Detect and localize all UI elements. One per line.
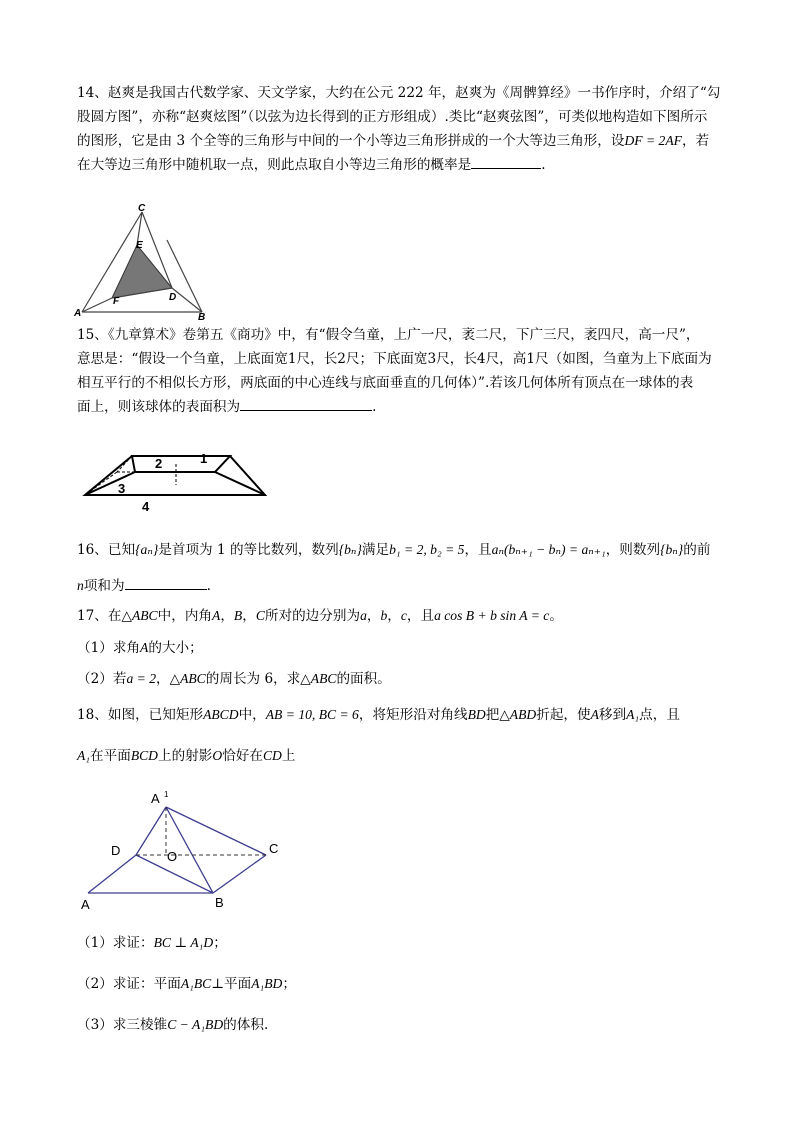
answer-blank[interactable]: [125, 575, 207, 590]
q17-line: 17、在△ABC中，内角A，B，C所对的边分别为a，b，c，且a cos B + b sin A = c。: [77, 608, 563, 624]
label-O: O: [167, 849, 178, 864]
label-F: F: [113, 296, 120, 307]
q14-figure-triangle: [72, 200, 222, 323]
dim-label-2: 2: [155, 456, 163, 471]
question-15: [77, 323, 727, 419]
label-E: E: [136, 240, 143, 251]
label-D: D: [111, 843, 121, 858]
answer-blank[interactable]: [471, 154, 541, 169]
q14-line: 14、赵爽是我国古代数学家、天文学家，大约在公元 222 年，赵爽为《周髀算经》一书作序时，介绍了“勾: [77, 85, 721, 101]
label-C: C: [269, 841, 279, 856]
math-expr: {aₙ}: [135, 542, 159, 557]
label-D: D: [169, 292, 177, 303]
question-17-part1: （1）求角A的大小；: [77, 640, 203, 656]
question-17-part2: （2）若a = 2，△ABC的周长为 6，求△ABC的面积。: [77, 671, 391, 687]
q18-figure-folded-rectangle: [78, 785, 298, 915]
math-expr: aₙ(bₙ₊₁ − bₙ) = aₙ₊₁: [491, 542, 606, 557]
q14-line: 在大等边三角形中随机取一点，则此点取自小等边三角形的概率是 .: [77, 153, 727, 177]
q15-line: 相互平行的不相似长方形，两底面的中心连线与底面垂直的几何体）”.若该几何体所有顶点在一球体的表: [77, 375, 694, 391]
question-16: [77, 538, 727, 562]
dim-label-3: 3: [118, 481, 126, 496]
q14-line: 股圆方图”，亦称“赵爽炫图”（以弦为边长得到的正方形组成）.类比“赵爽弦图”，可类似地构造如下图所示: [77, 109, 708, 125]
question-18: [77, 703, 727, 727]
math-expr: b₁ = 2, b₂ = 5: [389, 542, 465, 557]
question-16-cont: [77, 574, 727, 598]
math-expr: AB = 10, BC = 6: [265, 707, 359, 722]
q15-figure-frustum: [80, 440, 280, 512]
question-18-cont: A₁在平面BCD上的射影O恰好在CD上: [77, 748, 296, 764]
label-B: B: [198, 312, 206, 323]
question-17: [77, 604, 727, 628]
label-A: A: [81, 897, 90, 912]
question-18-part2: （2）求证：平面A₁BC⊥平面A₁BD；: [77, 976, 296, 992]
dim-label-1: 1: [200, 451, 208, 466]
math-expr: DF = 2AF: [624, 133, 682, 148]
question-14: [77, 81, 727, 177]
question-18-part3: （3）求三棱锥C − A₁BD的体积.: [77, 1017, 269, 1033]
q15-line: 面上，则该球体的表面积为 .: [77, 395, 727, 419]
q16-line: n项和为 .: [77, 574, 727, 598]
q14-line: 的图形，它是由 3 个全等的三角形与中间的一个小等边三角形拼成的一个大等边三角形，设DF = 2AF，若: [77, 133, 710, 149]
label-A1-subscript: 1: [164, 790, 169, 799]
answer-blank[interactable]: [240, 396, 372, 411]
q15-line: 15、《九章算术》卷第五《商功》中，有“假令刍童，上广一尺，袤二尺，下广三尺，袤四尺，高一尺”，: [77, 327, 700, 343]
math-expr: a cos B + b sin A = c: [434, 608, 550, 623]
q15-line: 意思是：“假设一个刍童，上底面宽1尺，长2尺；下底面宽3尺，长4尺，高1尺（如图，刍童为上下底面为: [77, 351, 712, 367]
q18-line: 18、如图，已知矩形ABCD中，AB = 10, BC = 6，将矩形沿对角线BD把△ABD折起，使A移到A₁点，且: [77, 707, 680, 723]
q16-line: 16、已知{aₙ}是首项为 1 的等比数列，数列{bₙ}满足b₁ = 2, b₂ = 5，且aₙ(bₙ₊₁ − bₙ) = aₙ₊₁，则数列{bₙ}的前: [77, 542, 711, 558]
label-B: B: [215, 895, 224, 910]
label-A: A: [74, 308, 82, 319]
math-expr: {bₙ}: [338, 542, 362, 557]
label-A1: A: [151, 791, 160, 806]
dim-label-4: 4: [142, 499, 150, 514]
math-expr: {bₙ}: [660, 542, 684, 557]
question-18-part1: （1）求证：BC ⊥ A₁D；: [77, 935, 227, 951]
label-C: C: [138, 203, 146, 214]
